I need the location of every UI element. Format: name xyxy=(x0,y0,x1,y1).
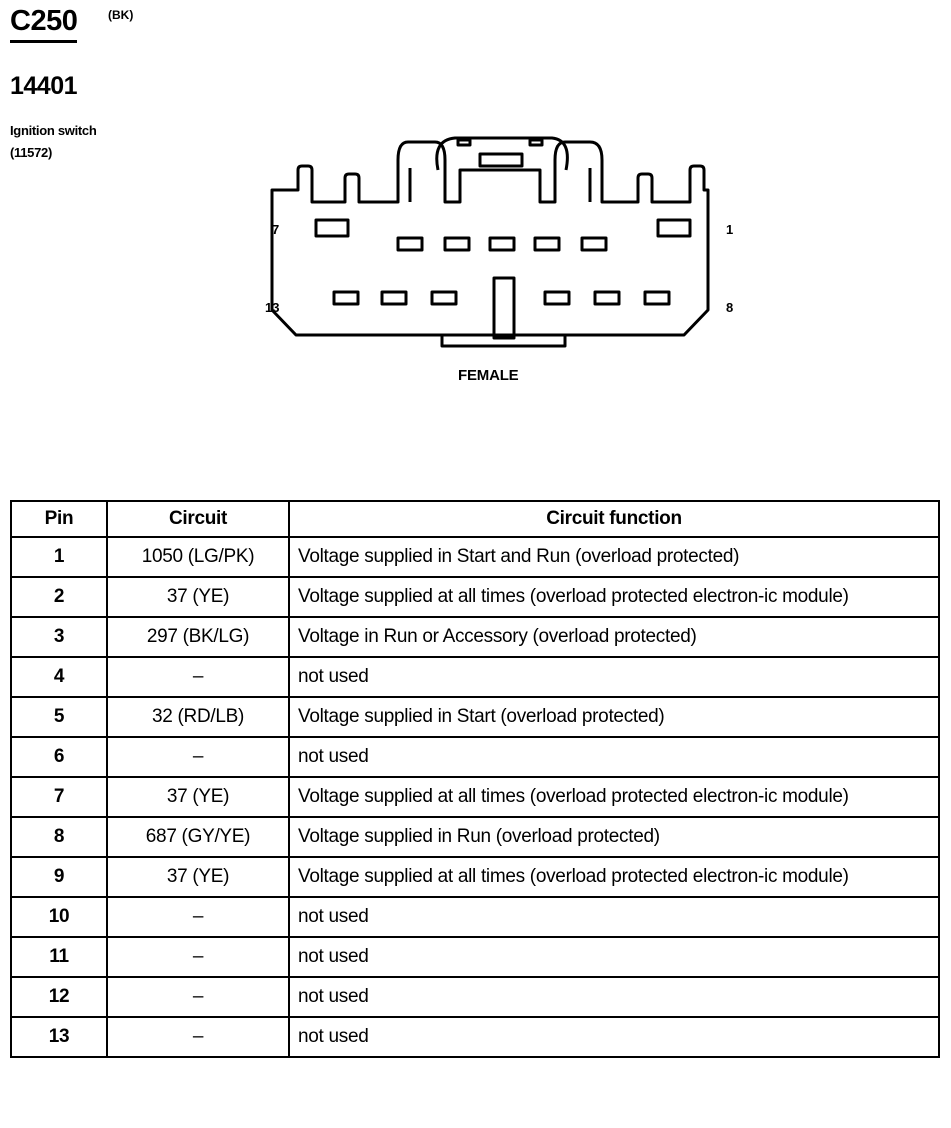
pinout-table xyxy=(10,500,940,1058)
pin-cell: 13 xyxy=(11,1017,107,1057)
pin-cell: 12 xyxy=(11,977,107,1017)
pin-cell: 8 xyxy=(11,817,107,857)
header-circuit-function: Circuit function xyxy=(289,501,939,537)
cavity xyxy=(535,238,559,250)
pin-label-7: 7 xyxy=(272,222,280,237)
connector-gender: FEMALE xyxy=(458,367,519,384)
cavity xyxy=(382,292,406,304)
function-cell: Voltage supplied in Start (overload protected) xyxy=(289,697,939,737)
pin-cell: 3 xyxy=(11,617,107,657)
function-cell: not used xyxy=(289,657,939,697)
table-row xyxy=(11,937,939,977)
cavity-pin-7 xyxy=(316,220,348,236)
function-cell: Voltage supplied at all times (overload protected electron-ic module) xyxy=(289,857,939,897)
circuit-cell: 297 (BK/LG) xyxy=(107,617,289,657)
function-cell: Voltage in Run or Accessory (overload protected) xyxy=(289,617,939,657)
circuit-cell: – xyxy=(107,977,289,1017)
table-row xyxy=(11,657,939,697)
header-pin: Pin xyxy=(11,501,107,537)
function-cell: Voltage supplied in Start and Run (overload protected) xyxy=(289,537,939,577)
latch-tab-left xyxy=(458,140,470,145)
function-cell: not used xyxy=(289,737,939,777)
cavity xyxy=(432,292,456,304)
function-cell: not used xyxy=(289,977,939,1017)
table-row xyxy=(11,617,939,657)
pin-cell: 10 xyxy=(11,897,107,937)
pin-cell: 4 xyxy=(11,657,107,697)
latch-tab-right xyxy=(530,140,542,145)
function-cell: not used xyxy=(289,897,939,937)
connector-id: C250 xyxy=(10,4,77,43)
circuit-cell: 37 (YE) xyxy=(107,777,289,817)
header-circuit: Circuit xyxy=(107,501,289,537)
part-code: (11572) xyxy=(10,145,52,160)
table-row xyxy=(11,897,939,937)
table-row xyxy=(11,537,939,577)
pin-cell: 2 xyxy=(11,577,107,617)
polarizing-key xyxy=(494,278,514,338)
function-cell: Voltage supplied in Run (overload protected) xyxy=(289,817,939,857)
circuit-cell: 687 (GY/YE) xyxy=(107,817,289,857)
latch-window xyxy=(480,154,522,166)
part-name: Ignition switch xyxy=(10,123,97,138)
cavity xyxy=(582,238,606,250)
pin-cell: 9 xyxy=(11,857,107,897)
table-body xyxy=(11,537,939,1057)
cavity xyxy=(445,238,469,250)
cavity xyxy=(545,292,569,304)
connector-color: (BK) xyxy=(108,8,134,22)
function-cell: not used xyxy=(289,937,939,977)
cavity-pin-8 xyxy=(645,292,669,304)
circuit-cell: – xyxy=(107,937,289,977)
circuit-cell: 37 (YE) xyxy=(107,577,289,617)
table-row xyxy=(11,817,939,857)
function-cell: Voltage supplied at all times (overload protected electron-ic module) xyxy=(289,577,939,617)
cavity xyxy=(398,238,422,250)
circuit-cell: 37 (YE) xyxy=(107,857,289,897)
cavity-pin-13 xyxy=(334,292,358,304)
function-cell: Voltage supplied at all times (overload protected electron-ic module) xyxy=(289,777,939,817)
pin-cell: 1 xyxy=(11,537,107,577)
circuit-cell: – xyxy=(107,1017,289,1057)
cavity xyxy=(490,238,514,250)
cavity xyxy=(595,292,619,304)
circuit-cell: 32 (RD/LB) xyxy=(107,697,289,737)
circuit-cell: – xyxy=(107,657,289,697)
table-row xyxy=(11,1017,939,1057)
table-row xyxy=(11,737,939,777)
table-header-row xyxy=(11,501,939,537)
pin-label-13: 13 xyxy=(265,300,280,315)
circuit-cell: – xyxy=(107,897,289,937)
table-row xyxy=(11,697,939,737)
cavity-pin-1 xyxy=(658,220,690,236)
pin-cell: 6 xyxy=(11,737,107,777)
circuit-cell: – xyxy=(107,737,289,777)
table-row xyxy=(11,777,939,817)
pin-cell: 5 xyxy=(11,697,107,737)
function-cell: not used xyxy=(289,1017,939,1057)
part-number: 14401 xyxy=(10,72,78,100)
connector-face-diagram xyxy=(260,130,720,350)
pin-cell: 11 xyxy=(11,937,107,977)
table-row xyxy=(11,977,939,1017)
circuit-cell: 1050 (LG/PK) xyxy=(107,537,289,577)
pin-label-1: 1 xyxy=(726,222,734,237)
table-row xyxy=(11,857,939,897)
pin-label-8: 8 xyxy=(726,300,734,315)
table-row xyxy=(11,577,939,617)
pin-cell: 7 xyxy=(11,777,107,817)
